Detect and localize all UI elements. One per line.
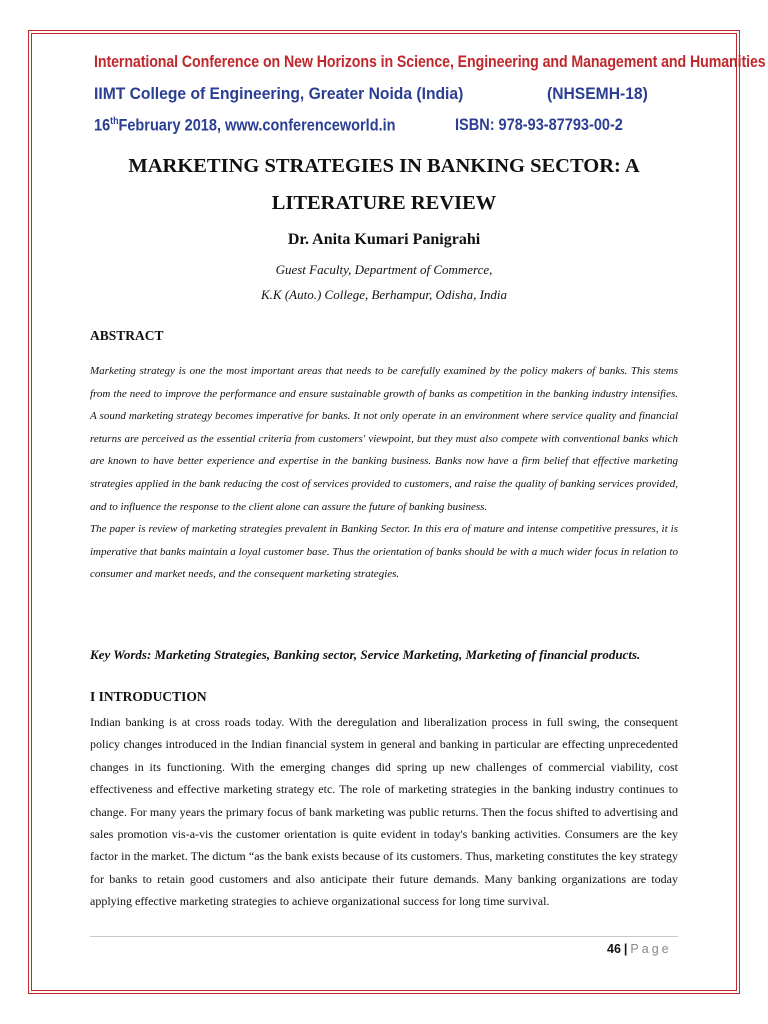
footer-divider [90,936,678,937]
date-day: 16 [94,116,111,135]
paper-title-line2: LITERATURE REVIEW [271,192,497,214]
paper-title-line1: MARKETING STRATEGIES IN BANKING SECTOR: A [128,155,640,177]
introduction-heading: I INTRODUCTION [90,689,207,704]
abstract-paragraph-2: The paper is review of marketing strategies prevalent in Banking Sector. In this era of mature and intense competitive pressures, it is imperative that banks maintain a loyal customer base. Thus the orientation of banks should be with a much wider focus in relation to consumer and market needs, and the consequent marketing strategies. [90,523,678,581]
abstract-paragraph-1: Marketing strategy is one the most important areas that needs to be carefully examined by the policy makers of banks. This stems from the need to improve the performance and ensure sustainable growth of banks as competition in the banking industry intensifies. A sound marketing strategy becomes imperative for banks. It not only operate in an environment where service quality and financial returns are perceived as the essential criteria from customers' viewpoint, but they must also compete with conventional banks which are known to have better experience and expertise in the banking business. Banks now have a firm belief that effective marketing strategies applied in the bank reducing the cost of services provided to customers, and raise the quality of banking services provided, and to influence the response to the client alone can assure the future of banking business. [90,365,678,513]
date-rest: February 2018, www.conferenceworld.in [118,116,396,135]
page-number-value: 46 [607,942,621,956]
conference-title: International Conference on New Horizons in Science, Engineering and Management and Humanities [94,53,766,71]
conference-date [94,116,396,136]
college-name: IIMT College of Engineering, Greater Noida (India) [94,84,464,103]
date-suffix: th [110,116,119,127]
isbn: ISBN: 978-93-87793-00-2 [455,116,623,134]
keywords: Key Words: Marketing Strategies, Banking sector, Service Marketing, Marketing of financial products. [90,647,641,662]
affiliation-line2: K.K (Auto.) College, Berhampur, Odisha, India [260,287,508,302]
page-label: Page [630,942,672,956]
abstract-heading: ABSTRACT [90,328,164,343]
introduction-body: Indian banking is at cross roads today. With the deregulation and liberalization process in full swing, the consequent policy changes introduced in the Indian financial system in general and banking in particular are effecting unprecedented changes in its functioning. With the emerging changes did spring up new challenges of commercial viability, cost effectiveness and effective marketing strategy etc. The role of marketing strategies in the banking industry continues to change. For many years the primary focus of bank marketing was public returns. Then the focus shifted to advertising and sales promotion vis-a-vis the customer orientation is quite evident in today's banking activities. Consumers are the key factor in the market. The dictum “as the bank exists because of its customers. Thus, marketing constitutes the key strategy for banks to retain good customers and also anticipate their future demands. Many banking organizations are today applying effective marketing strategies to achieve organizational success for long time survival. [90,715,678,909]
page-number-separator: | [623,942,628,956]
conference-code: (NHSEMH-18) [547,84,648,103]
page-number [607,942,672,956]
affiliation-line1: Guest Faculty, Department of Commerce, [275,262,493,277]
author-name: Dr. Anita Kumari Panigrahi [287,231,481,248]
abstract-body [90,360,678,586]
